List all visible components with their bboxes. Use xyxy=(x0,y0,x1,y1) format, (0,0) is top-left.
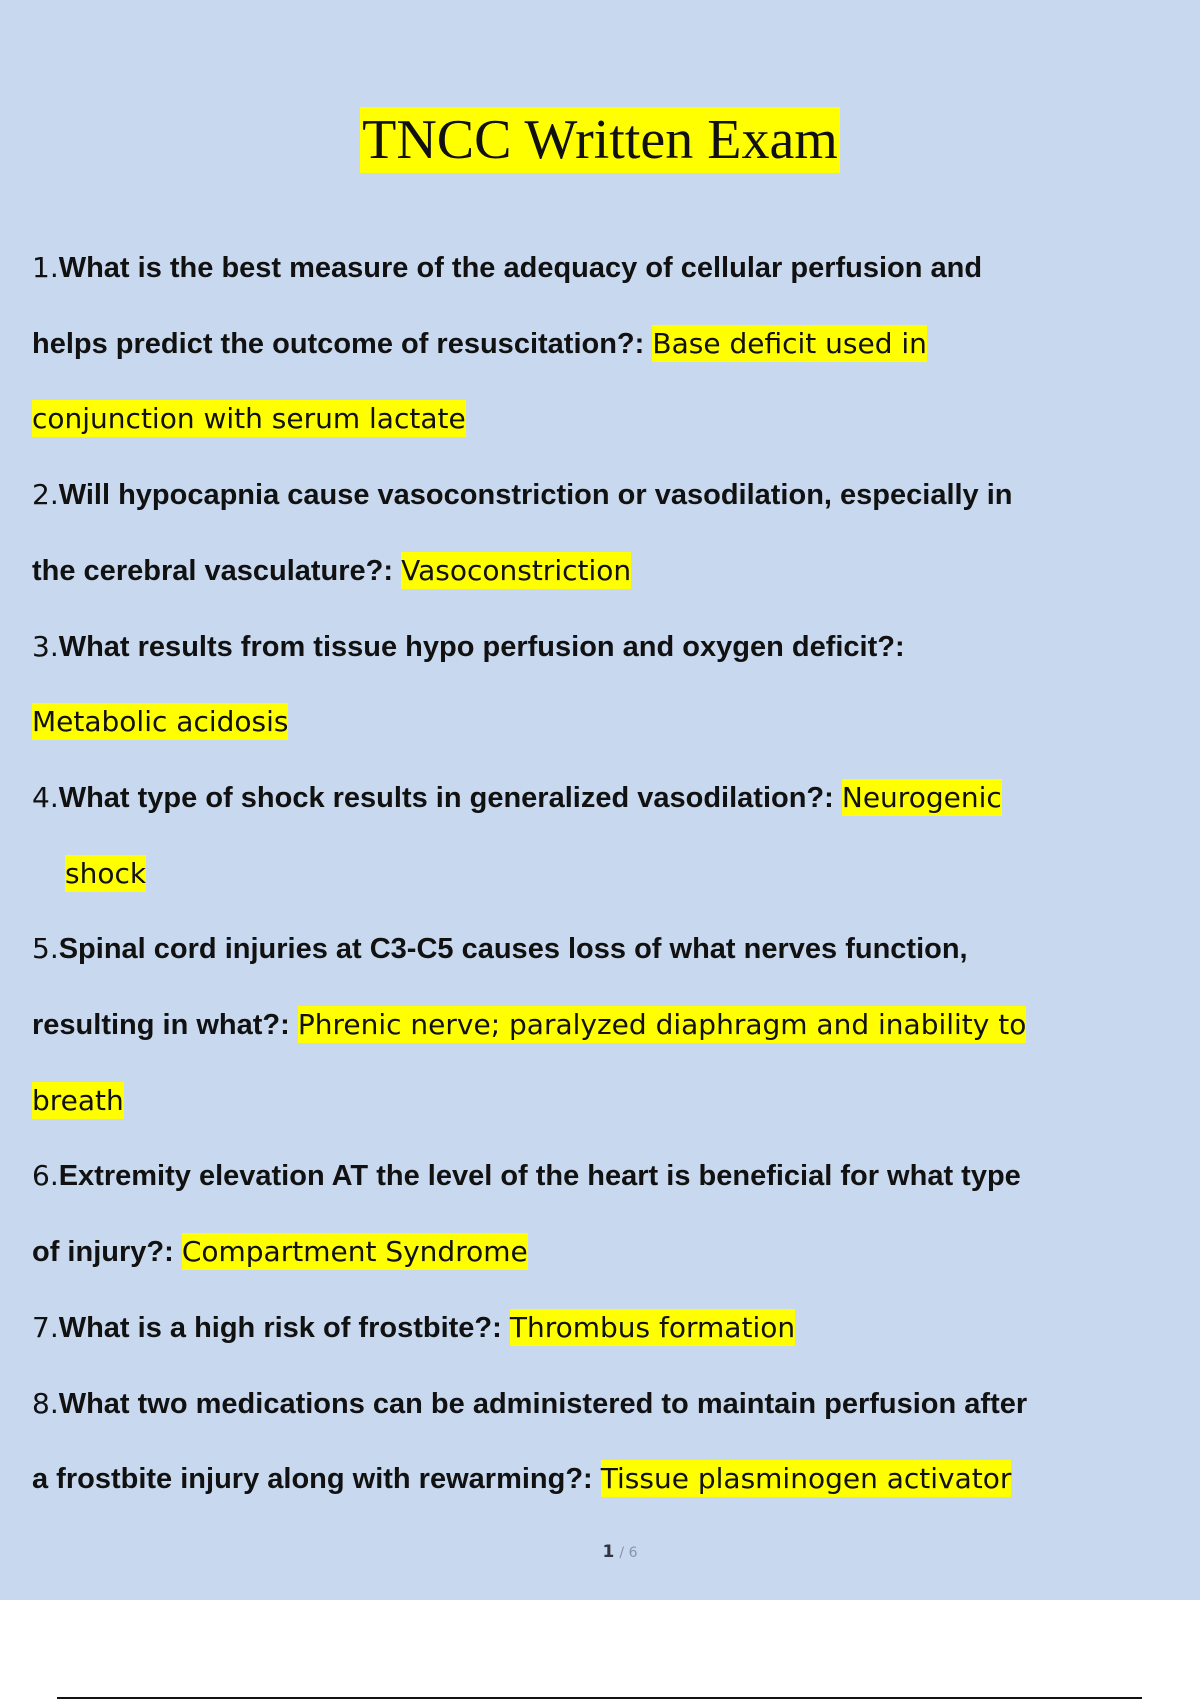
question-line xyxy=(65,854,1200,894)
question-line xyxy=(32,778,1182,818)
current-page: 1 xyxy=(602,1542,615,1562)
question-line xyxy=(32,248,1182,288)
question-text: Extremity elevation AT the level of the heart is beneficial for what type xyxy=(58,1160,1021,1192)
question-text: What two medications can be administered to maintain perfusion after xyxy=(58,1388,1028,1420)
question-number: 8. xyxy=(32,1387,59,1420)
question-line xyxy=(32,399,1182,439)
question-number: 3. xyxy=(32,630,59,663)
question-number: 6. xyxy=(32,1159,59,1192)
answer-text: Vasoconstriction xyxy=(401,554,632,587)
question-line xyxy=(32,1156,1182,1196)
question-number: 7. xyxy=(32,1311,59,1344)
question-text: helps predict the outcome of resuscitation?: xyxy=(32,328,653,360)
title-text: TNCC Written Exam xyxy=(362,109,838,171)
answer-text: shock xyxy=(65,857,147,890)
total-pages: / 6 xyxy=(619,1545,638,1561)
question-text: Will hypocapnia cause vasoconstriction or vasodilation, especially in xyxy=(58,479,1013,511)
question-text: the cerebral vasculature?: xyxy=(32,555,402,587)
question-line xyxy=(32,1005,1182,1045)
question-text: a frostbite injury along with rewarming?: xyxy=(32,1463,601,1495)
answer-text: conjunction with serum lactate xyxy=(32,402,466,435)
answer-text: Metabolic acidosis xyxy=(32,705,289,738)
question-text: Spinal cord injuries at C3-C5 causes loss of what nerves function, xyxy=(58,933,968,965)
question-line xyxy=(32,1459,1182,1499)
page-divider xyxy=(57,1697,1142,1699)
question-text: What type of shock results in generalized vasodilation?: xyxy=(58,782,842,814)
question-text: What results from tissue hypo perfusion and oxygen deficit?: xyxy=(58,631,905,663)
question-number: 4. xyxy=(32,781,59,814)
question-line xyxy=(32,475,1182,515)
question-line xyxy=(32,1308,1182,1348)
question-line xyxy=(32,1384,1182,1424)
answer-text: Compartment Syndrome xyxy=(181,1235,528,1268)
answer-text: Tissue plasminogen activator xyxy=(600,1462,1012,1495)
question-number: 1. xyxy=(32,251,59,284)
question-text: What is the best measure of the adequacy of cellular perfusion and xyxy=(58,252,983,284)
answer-text: breath xyxy=(32,1084,124,1117)
question-line xyxy=(32,627,1182,667)
question-line xyxy=(32,1081,1182,1121)
page-indicator xyxy=(0,1542,1200,1562)
question-line xyxy=(32,702,1182,742)
answer-text: Neurogenic xyxy=(841,781,1002,814)
answer-text: Base deficit used in xyxy=(652,327,927,360)
question-line xyxy=(32,1232,1182,1272)
question-line xyxy=(32,551,1182,591)
question-text: resulting in what?: xyxy=(32,1009,298,1041)
question-line xyxy=(32,324,1182,364)
question-text: of injury?: xyxy=(32,1236,182,1268)
question-text: What is a high risk of frostbite?: xyxy=(58,1312,510,1344)
question-number: 5. xyxy=(32,932,59,965)
question-line xyxy=(32,929,1182,969)
document-title xyxy=(0,106,1200,174)
answer-text: Phrenic nerve; paralyzed diaphragm and inability to xyxy=(297,1008,1027,1041)
answer-text: Thrombus formation xyxy=(509,1311,796,1344)
question-number: 2. xyxy=(32,478,59,511)
